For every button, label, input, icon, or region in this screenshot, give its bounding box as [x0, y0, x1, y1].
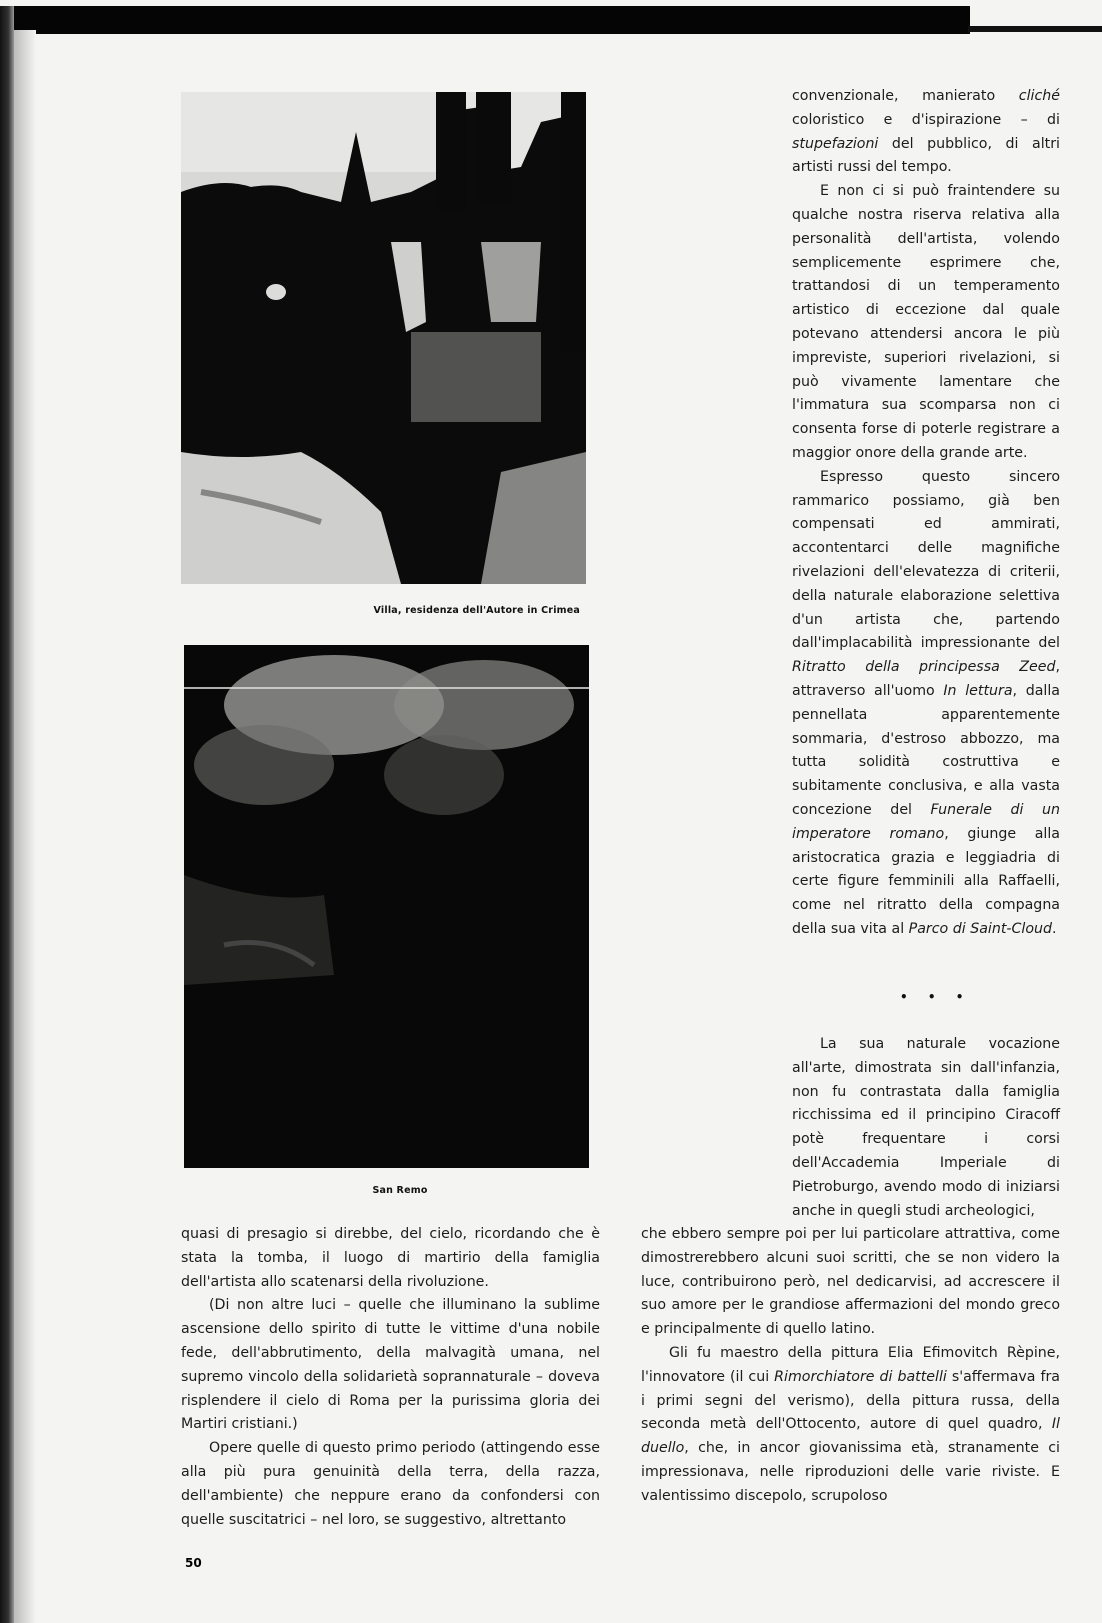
text-run: .	[1052, 920, 1057, 937]
villa-photo	[181, 92, 586, 584]
text-run: , dalla pennellata apparentemente sommaria, d'estroso abbozzo, ma tutta solidità costruttiva e subitamente conclusiva, e alla vasta concezione del	[792, 682, 1061, 818]
san-remo-caption: San Remo	[372, 1185, 428, 1196]
scan-border-top-tail	[968, 26, 1102, 32]
paragraph: E non ci si può fraintendere su qualche nostra riserva relativa alla personalità dell'artista, volendo semplicemente esprimere che, trattandosi di un temperamento artistico di eccezione dal quale potevano attendersi ancora le più impreviste, superiori rivelazioni, si può vivamente lamentare che l'immatura sua scomparsa non ci consenta forse di poterle registrare a maggior onore della grande arte.	[792, 183, 1060, 461]
text-run: coloristico e d'ispirazione – di	[792, 111, 1060, 128]
text-run: convenzionale, manierato	[792, 88, 1019, 104]
san-remo-photo	[184, 645, 589, 1168]
scan-border-top	[0, 6, 970, 34]
italic-title: Rimorchiatore di battelli	[774, 1368, 947, 1385]
right-column-mid-text	[792, 1033, 1060, 1223]
villa-caption: Villa, residenza dell'Autore in Crimea	[373, 605, 580, 616]
text-run: , che, in ancor giovanissima età, stranamente ci impressionava, nelle riproduzioni delle varie riviste. E valentissimo discepolo, scrupoloso	[641, 1440, 1060, 1504]
italic-title: Funerale di un imperatore romano	[792, 801, 1060, 842]
italic-title: Il duello	[641, 1416, 1060, 1457]
page-gutter-shadow	[14, 30, 36, 1623]
text-run: , giunge alla aristocratica grazia e leggiadria di certe figure femminili alla Raffaelli, come nel ritratto della compagna della sua vita al	[792, 825, 1060, 937]
paragraph: che ebbero sempre poi per lui particolare attrattiva, come dimostrerebbero alcuni suoi scritti, che se non videro la luce, contribuirono però, nel dedicarvisi, ad accrescere il suo amore per le grandiose affermazioni del mondo greco e principalmente di quello latino.	[641, 1226, 1060, 1338]
scan-border-left	[0, 6, 14, 1623]
section-separator: • • •	[900, 990, 972, 1004]
italic-title: Parco di Saint-Cloud	[908, 920, 1053, 937]
san-remo-painting-image	[184, 645, 589, 1168]
italic-title: In lettura	[943, 682, 1013, 699]
italic-title: Ritratto della principessa Zeed	[792, 659, 1056, 676]
italic-text: stupefazioni	[792, 135, 879, 152]
right-column-bottom-text	[641, 1223, 1060, 1509]
page-number: 50	[185, 1556, 202, 1570]
paragraph	[792, 85, 1060, 180]
text-run: Gli fu maestro della pittura Elia Efimovitch Rèpine, l'innovatore (il cui	[641, 1344, 1060, 1385]
villa-painting-image	[181, 92, 586, 584]
paragraph: (Di non altre luci – quelle che illuminano la sublime ascensione dello spirito di tutte le vittime d'una nobile fede, dell'abbrutimento, della malvagità umana, nel supremo vincolo della solidarietà soprannaturale – doveva risplendere il cielo di Roma per la purissima gloria dei Martiri cristiani.)	[181, 1297, 600, 1433]
paragraph: quasi di presagio si direbbe, del cielo, ricordando che è stata la tomba, il luogo di martirio della famiglia dell'artista allo scatenarsi della rivoluzione.	[181, 1226, 600, 1290]
paragraph: La sua naturale vocazione all'arte, dimostrata sin dall'infanzia, non fu contrastata dalla famiglia ricchissima ed il principino Ciracoff potè frequentare i corsi dell'Accademia Imperiale di Pietroburgo, avendo modo di iniziarsi anche in quegli studi archeologici,	[792, 1036, 1060, 1219]
paragraph	[792, 466, 1060, 942]
text-run: , attraverso all'uomo	[792, 659, 1060, 699]
paragraph: Opere quelle di questo primo periodo (attingendo esse alla più pura genuinità della terra, della razza, dell'ambiente) che neppure erano da confondersi con quelle suscitatrici – nel loro, se suggestivo, altrettanto	[181, 1440, 600, 1528]
left-column-bottom-text	[181, 1223, 600, 1532]
paragraph	[641, 1342, 1060, 1509]
text-run: s'affermava fra i primi segni del verismo), della pittura russa, della seconda metà dell'Ottocento, autore di quel quadro,	[641, 1368, 1061, 1433]
right-column-top-text	[792, 85, 1060, 942]
text-run: Espresso questo sincero rammarico possiamo, già ben compensati ed ammirati, accontentarci delle magnifiche rivelazioni dell'elevatezza di criterii, della naturale elaborazione selettiva d'un artista che, partendo dall'implacabilità impressionante del	[792, 468, 1060, 652]
italic-text: cliché	[1018, 88, 1060, 104]
text-run: del pubblico, di altri artisti russi del tempo.	[792, 135, 1060, 176]
